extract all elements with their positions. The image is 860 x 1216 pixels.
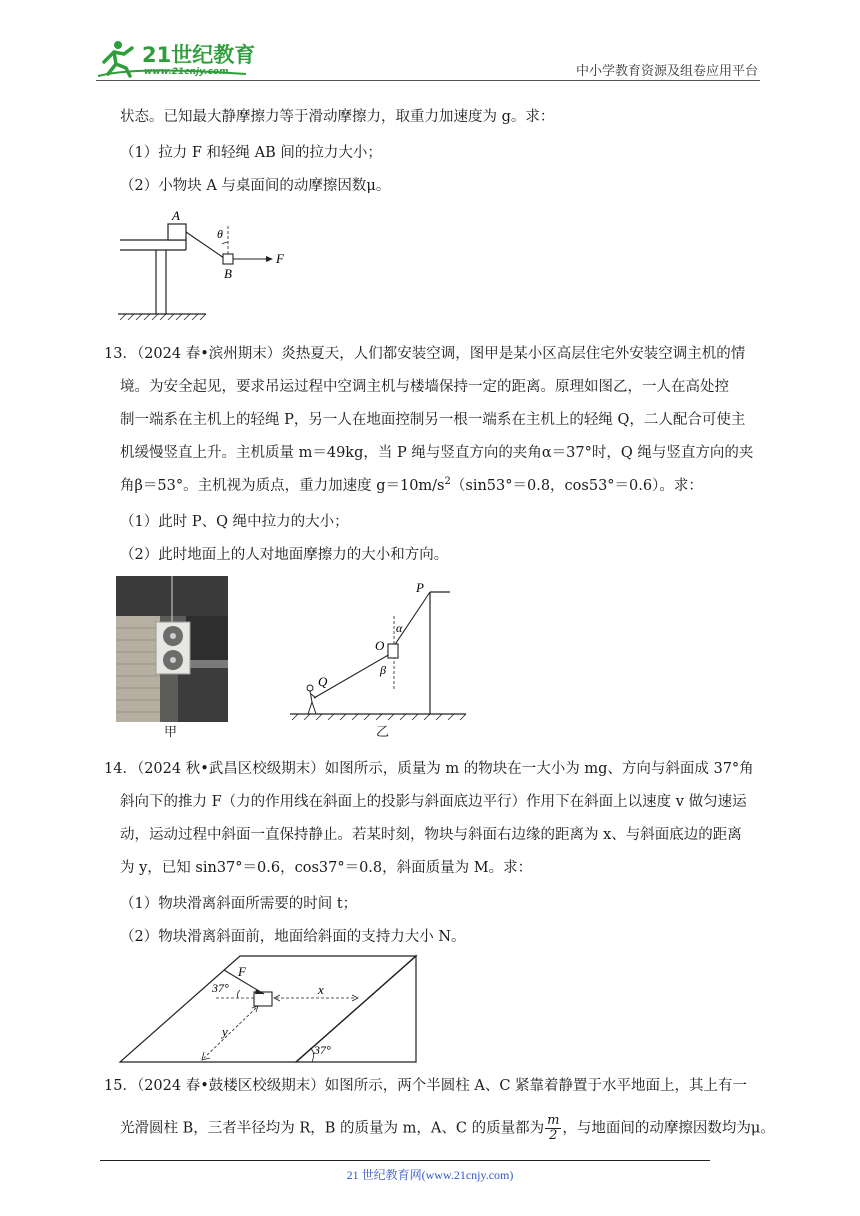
ac-point-o <box>388 644 398 658</box>
q13-line-1: 13．（2024 春•滨州期末）炎热夏天，人们都安装空调，图甲是某小区高层住宅外安装空调主机的情 <box>104 346 746 362</box>
logo-url-text: www.21cnjy.com <box>144 67 229 77</box>
label-f: F <box>238 964 246 979</box>
label-beta: β <box>380 663 386 677</box>
ground-person-icon <box>307 685 316 714</box>
q13-line-4: 机缓慢竖直上升。主机质量 m＝49kg，当 P 绳与竖直方向的夹角α＝37°时，Q 绳与竖直方向的夹 <box>120 445 754 461</box>
label-q: Q <box>318 674 328 689</box>
label-o: O <box>375 638 385 653</box>
q13-sub-2: （2）此时地面上的人对地面摩擦力的大小和方向。 <box>120 547 449 563</box>
q12-line-1: 状态。已知最大静摩擦力等于滑动摩擦力，取重力加速度为 g。求： <box>120 109 555 125</box>
label-p: P <box>416 580 424 595</box>
label-a: A <box>172 208 180 223</box>
q14-figure <box>116 952 426 1068</box>
q12-sub-1: （1）拉力 F 和轻绳 AB 间的拉力大小； <box>120 145 382 161</box>
label-angle-2: 37° <box>314 1043 331 1057</box>
q13-line-3: 制一端系在主机上的轻绳 P，另一人在地面控制另一根一端系在主机上的轻绳 Q，二人配合可使主 <box>120 412 746 428</box>
q13-photo <box>116 576 228 722</box>
caption-jia: 甲 <box>164 725 178 740</box>
q13-line-5: 角β＝53°。主机视为质点，重力加速度 $g=10m/s^2(\sin 53^\circ=0.8$，cos53°＝0.6）。求： <box>120 476 703 494</box>
q15-line-2: 光滑圆柱 B，三者半径均为 R，B 的质量为 m，A、C 的质量都为 $\frac{m}{2}$ ，与地面间的动摩擦因数均为μ。 <box>120 1113 775 1143</box>
q13-sub-1: （1）此时 P、Q 绳中拉力的大小； <box>120 514 349 530</box>
ring-b <box>223 254 233 264</box>
q14-line-2: 斜向下的推力 F（力的作用线在斜面上的投影与斜面底边平行）作用下在斜面上以速度 v 做匀速运 <box>120 794 747 810</box>
label-angle-1: 37° <box>212 981 229 995</box>
label-y: y <box>222 1024 228 1039</box>
q14-line-4: 为 y，已知 sin37°＝0.6，cos37°＝0.8，斜面质量为 M。求： <box>120 860 533 876</box>
q14-sub-1: （1）物块滑离斜面所需要的时间 t； <box>120 896 358 912</box>
label-b: B <box>224 266 232 281</box>
logo-main-text: 21世纪教育 <box>142 43 256 67</box>
platform-name: 中小学教育资源及组卷应用平台 <box>575 64 758 79</box>
caption-yi: 乙 <box>376 725 390 740</box>
label-theta: θ <box>217 227 223 241</box>
q14-sub-2: （2）物块滑离斜面前，地面给斜面的支持力大小 N。 <box>120 929 466 945</box>
q14-line-1: 14．（2024 秋•武昌区校级期末）如图所示，质量为 m 的物块在一大小为 mg、方向与斜面成 37°角 <box>104 761 754 777</box>
label-x: x <box>318 982 324 997</box>
block-a <box>168 224 186 240</box>
q12-sub-2: （2）小物块 A 与桌面间的动摩擦因数μ。 <box>120 178 391 194</box>
footer-divider <box>100 1160 710 1161</box>
label-alpha: α <box>396 621 403 635</box>
q13-line-2: 境。为安全起见，要求吊运过程中空调主机与楼墙保持一定的距离。原理如图乙，一人在高处控 <box>120 379 729 395</box>
q14-line-3: 动，运动过程中斜面一直保持静止。若某时刻，物块与斜面右边缘的距离为 x、与斜面底边的距离 <box>120 827 742 843</box>
site-logo <box>96 36 266 80</box>
label-f: F <box>276 251 284 266</box>
header-divider <box>96 80 760 81</box>
incline-surface <box>120 956 416 1062</box>
q15-line-1: 15．（2024 春•鼓楼区校级期末）如图所示，两个半圆柱 A、C 紧靠着静置于水平地面上，其上有一 <box>104 1078 748 1094</box>
q12-figure <box>116 204 296 324</box>
footer-link[interactable]: 21 世纪教育网(www.21cnjy.com) <box>346 1168 514 1182</box>
rope-p <box>394 592 430 646</box>
mass-fraction: $\frac{m}{2}$ <box>547 1113 560 1143</box>
block-m <box>254 992 272 1006</box>
q13-diagram <box>284 580 474 726</box>
